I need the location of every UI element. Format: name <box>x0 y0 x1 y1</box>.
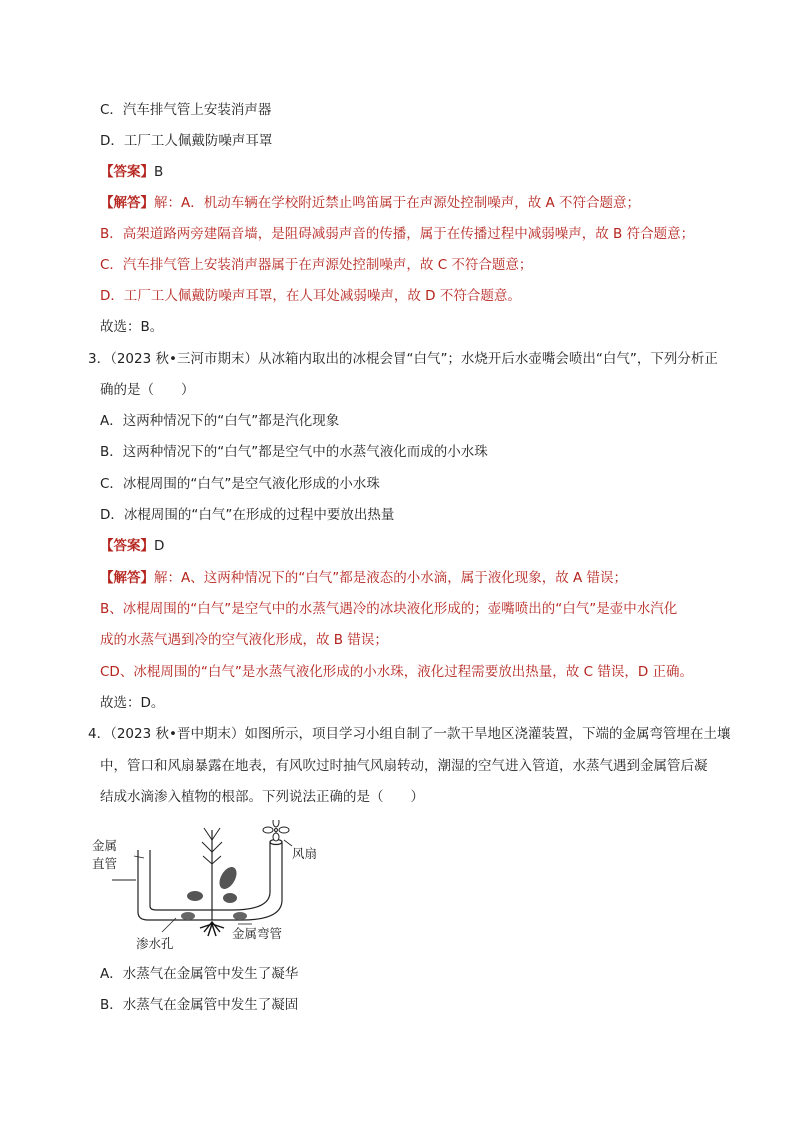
q2-analysis-1 <box>100 193 640 213</box>
q3-analysis-3: 成的水蒸气遇到冷的空气液化形成，故 B 错误； <box>100 632 388 648</box>
analysis-text: 解：A．机动车辆在学校附近禁止鸣笛属于在声源处控制噪声，故 A 不符合题意； <box>154 195 641 211</box>
q3-stem-1: 3．（2023 秋•三河市期末）从冰箱内取出的冰棍会冒“白气”；水烧开后水壶嘴会喷出“白气”，下列分析正 <box>88 351 718 367</box>
label-straight-pipe-line1: 金属 <box>92 838 118 853</box>
q3-stem-2: 确的是（ ） <box>100 382 195 398</box>
analysis-tag: 【解答】 <box>100 195 154 211</box>
q3-analysis-1 <box>100 568 627 588</box>
q4-option-a: A．水蒸气在金属管中发生了凝华 <box>100 966 299 982</box>
q3-option-b: B．这两种情况下的“白气”都是空气中的水蒸气液化而成的小水珠 <box>100 444 488 460</box>
fan-icon <box>263 820 289 841</box>
q3-answer <box>100 536 164 556</box>
answer-value: D <box>154 538 165 554</box>
irrigation-device-figure <box>92 820 332 960</box>
q2-analysis-2: B．高架道路两旁建隔音墙，是阻碍减弱声音的传播，属于在传播过程中减弱噪声，故 B 符合题意； <box>100 226 695 242</box>
q2-analysis-3: C．汽车排气管上安装消声器属于在声源处控制噪声，故 C 不符合题意； <box>100 257 533 273</box>
q2-conclusion: 故选：B。 <box>100 319 164 335</box>
q2-option-d: D．工厂工人佩戴防噪声耳罩 <box>100 133 273 149</box>
q2-analysis-4: D．工厂工人佩戴防噪声耳罩，在人耳处减弱噪声，故 D 不符合题意。 <box>100 288 521 304</box>
q3-option-d: D．冰棍周围的“白气”在形成的过程中要放出热量 <box>100 507 395 523</box>
answer-tag: 【答案】 <box>100 538 154 554</box>
analysis-tag: 【解答】 <box>100 570 154 586</box>
q2-option-c: C．汽车排气管上安装消声器 <box>100 102 272 118</box>
label-straight-pipe-line2: 直管 <box>92 856 118 871</box>
q3-analysis-2: B、冰棍周围的“白气”是空气中的水蒸气遇冷的冰块液化形成的；壶嘴喷出的“白气”是壶中水汽化 <box>100 601 678 617</box>
answer-value: B <box>154 164 164 180</box>
analysis-text: 解：A、这两种情况下的“白气”都是液态的小水滴，属于液化现象，故 A 错误； <box>154 570 628 586</box>
metal-pipe <box>138 840 282 921</box>
q3-option-a: A．这两种情况下的“白气”都是汽化现象 <box>100 413 340 429</box>
q4-stem-1: 4．（2023 秋•晋中期末）如图所示，项目学习小组自制了一款干旱地区浇灌装置，下端的金属弯管埋在土壤 <box>88 726 731 742</box>
q3-conclusion: 故选：D。 <box>100 695 165 711</box>
label-fan: 风扇 <box>292 846 318 861</box>
label-seepage-hole: 渗水孔 <box>136 936 174 951</box>
label-bent-pipe: 金属弯管 <box>232 926 283 941</box>
q4-stem-3: 结成水滴渗入植物的根部。下列说法正确的是（ ） <box>100 789 424 805</box>
q3-analysis-4: CD、冰棍周围的“白气”是水蒸气液化形成的小水珠，液化过程需要放出热量，故 C 错误，D 正确。 <box>100 664 694 680</box>
q3-option-c: C．冰棍周围的“白气”是空气液化形成的小水珠 <box>100 476 380 492</box>
q2-answer <box>100 162 163 182</box>
answer-tag: 【答案】 <box>100 164 154 180</box>
q4-stem-2: 中，管口和风扇暴露在地表，有风吹过时抽气风扇转动，潮湿的空气进入管道，水蒸气遇到金属管后凝 <box>100 758 708 774</box>
q4-option-b: B．水蒸气在金属管中发生了凝固 <box>100 997 299 1013</box>
